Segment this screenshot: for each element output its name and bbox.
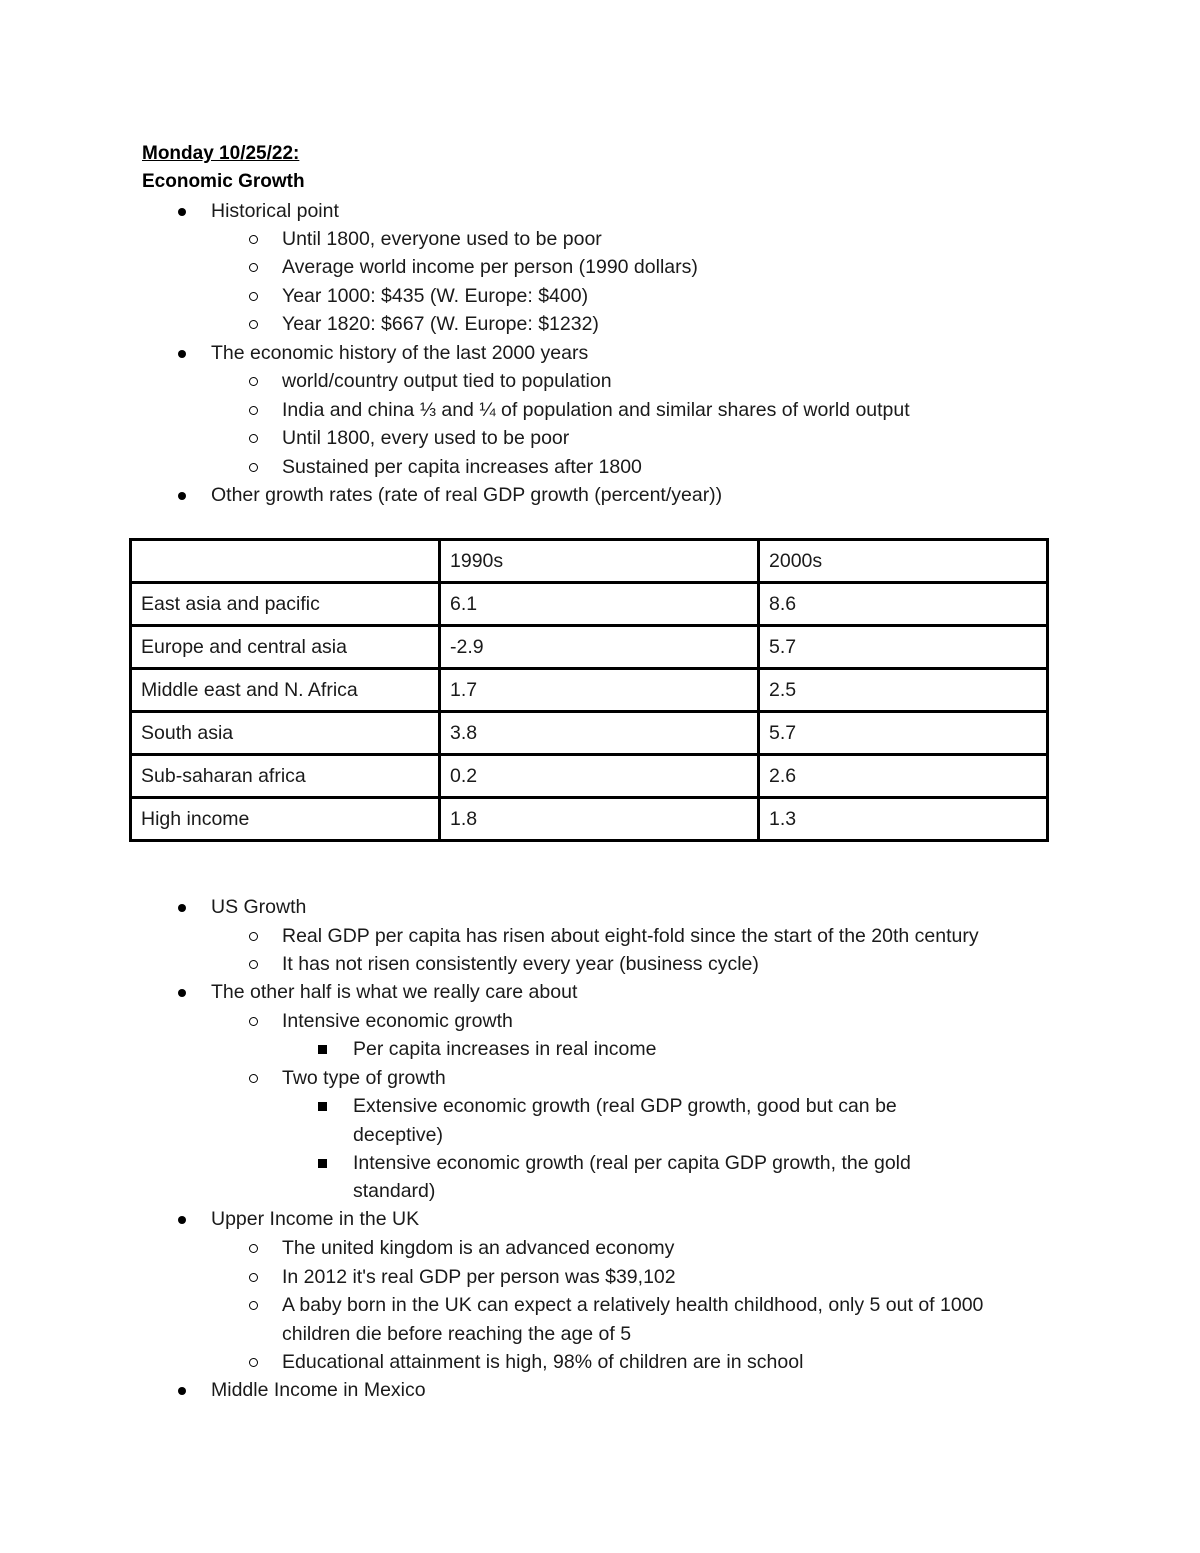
table-cell: 2.5 [759,669,1048,712]
sub-bullet: Average world income per person (1990 dollars) [282,256,698,278]
bullet-historical-point: Historical point [211,200,339,222]
bullet-dot-icon [178,350,186,358]
table-cell: Europe and central asia [131,626,440,669]
sub-bullet: Year 1820: $667 (W. Europe: $1232) [282,313,599,335]
sub-bullet-continuation: children die before reaching the age of 5 [282,1323,632,1345]
circle-bullet-icon [249,1244,258,1253]
table-header-cell: 2000s [759,540,1048,583]
table-cell: Sub-saharan africa [131,755,440,798]
table-row [131,583,1048,626]
sub-sub-bullet-continuation: deceptive) [353,1124,443,1146]
table-cell: South asia [131,712,440,755]
table-cell: 6.1 [440,583,759,626]
bullet-us-growth: US Growth [211,896,307,918]
table-header-row [131,540,1048,583]
circle-bullet-icon [249,292,258,301]
bullet-middle-income-mexico: Middle Income in Mexico [211,1379,426,1401]
bullet-dot-icon [178,208,186,216]
table-cell: High income [131,798,440,841]
table-cell: 5.7 [759,626,1048,669]
square-bullet-icon [318,1159,327,1168]
sub-bullet: world/country output tied to population [282,370,612,392]
circle-bullet-icon [249,406,258,415]
square-bullet-icon [318,1102,327,1111]
table-cell: 1.3 [759,798,1048,841]
table-cell: East asia and pacific [131,583,440,626]
sub-bullet: Two type of growth [282,1067,446,1089]
bullet-other-half: The other half is what we really care about [211,981,578,1003]
bullet-dot-icon [178,492,186,500]
bullet-upper-income-uk: Upper Income in the UK [211,1208,420,1230]
sub-sub-bullet: Per capita increases in real income [353,1038,657,1060]
growth-rates-table [129,538,1049,842]
sub-bullet: Intensive economic growth [282,1010,513,1032]
circle-bullet-icon [249,434,258,443]
circle-bullet-icon [249,1017,258,1026]
circle-bullet-icon [249,320,258,329]
square-bullet-icon [318,1045,327,1054]
table-cell: 0.2 [440,755,759,798]
table-row [131,755,1048,798]
sub-bullet: India and china ⅓ and ¼ of population and similar shares of world output [282,399,910,421]
bullet-other-growth-rates: Other growth rates (rate of real GDP growth (percent/year)) [211,484,723,506]
sub-sub-bullet: Intensive economic growth (real per capita GDP growth, the gold [353,1152,911,1174]
table-row [131,626,1048,669]
circle-bullet-icon [249,263,258,272]
sub-bullet: Educational attainment is high, 98% of children are in school [282,1351,804,1373]
table-cell: 5.7 [759,712,1048,755]
table-row [131,669,1048,712]
bullet-dot-icon [178,1387,186,1395]
circle-bullet-icon [249,1301,258,1310]
sub-sub-bullet: Extensive economic growth (real GDP growth, good but can be [353,1095,897,1117]
date-heading: Monday 10/25/22: [142,143,300,164]
bullet-dot-icon [178,1216,186,1224]
circle-bullet-icon [249,960,258,969]
sub-sub-bullet-continuation: standard) [353,1180,436,1202]
table-header-cell [131,540,440,583]
sub-bullet: The united kingdom is an advanced economy [282,1237,675,1259]
table-cell: 2.6 [759,755,1048,798]
table-header-cell: 1990s [440,540,759,583]
table-row [131,798,1048,841]
sub-bullet: It has not risen consistently every year (business cycle) [282,953,759,975]
circle-bullet-icon [249,1358,258,1367]
circle-bullet-icon [249,1074,258,1083]
sub-bullet: A baby born in the UK can expect a relatively health childhood, only 5 out of 1000 [282,1294,984,1316]
table-cell: 3.8 [440,712,759,755]
circle-bullet-icon [249,463,258,472]
sub-bullet: In 2012 it's real GDP per person was $39,102 [282,1266,676,1288]
table-cell: 8.6 [759,583,1048,626]
bullet-economic-history: The economic history of the last 2000 years [211,342,589,364]
table-cell: 1.7 [440,669,759,712]
table-cell: 1.8 [440,798,759,841]
circle-bullet-icon [249,377,258,386]
circle-bullet-icon [249,932,258,941]
circle-bullet-icon [249,1273,258,1282]
table-cell: -2.9 [440,626,759,669]
circle-bullet-icon [249,235,258,244]
page-title: Economic Growth [142,171,305,192]
sub-bullet: Until 1800, everyone used to be poor [282,228,602,250]
sub-bullet: Sustained per capita increases after 1800 [282,456,642,478]
table-cell: Middle east and N. Africa [131,669,440,712]
sub-bullet: Until 1800, every used to be poor [282,427,570,449]
sub-bullet: Year 1000: $435 (W. Europe: $400) [282,285,589,307]
table-row [131,712,1048,755]
sub-bullet: Real GDP per capita has risen about eight-fold since the start of the 20th century [282,925,979,947]
bullet-dot-icon [178,989,186,997]
bullet-dot-icon [178,904,186,912]
